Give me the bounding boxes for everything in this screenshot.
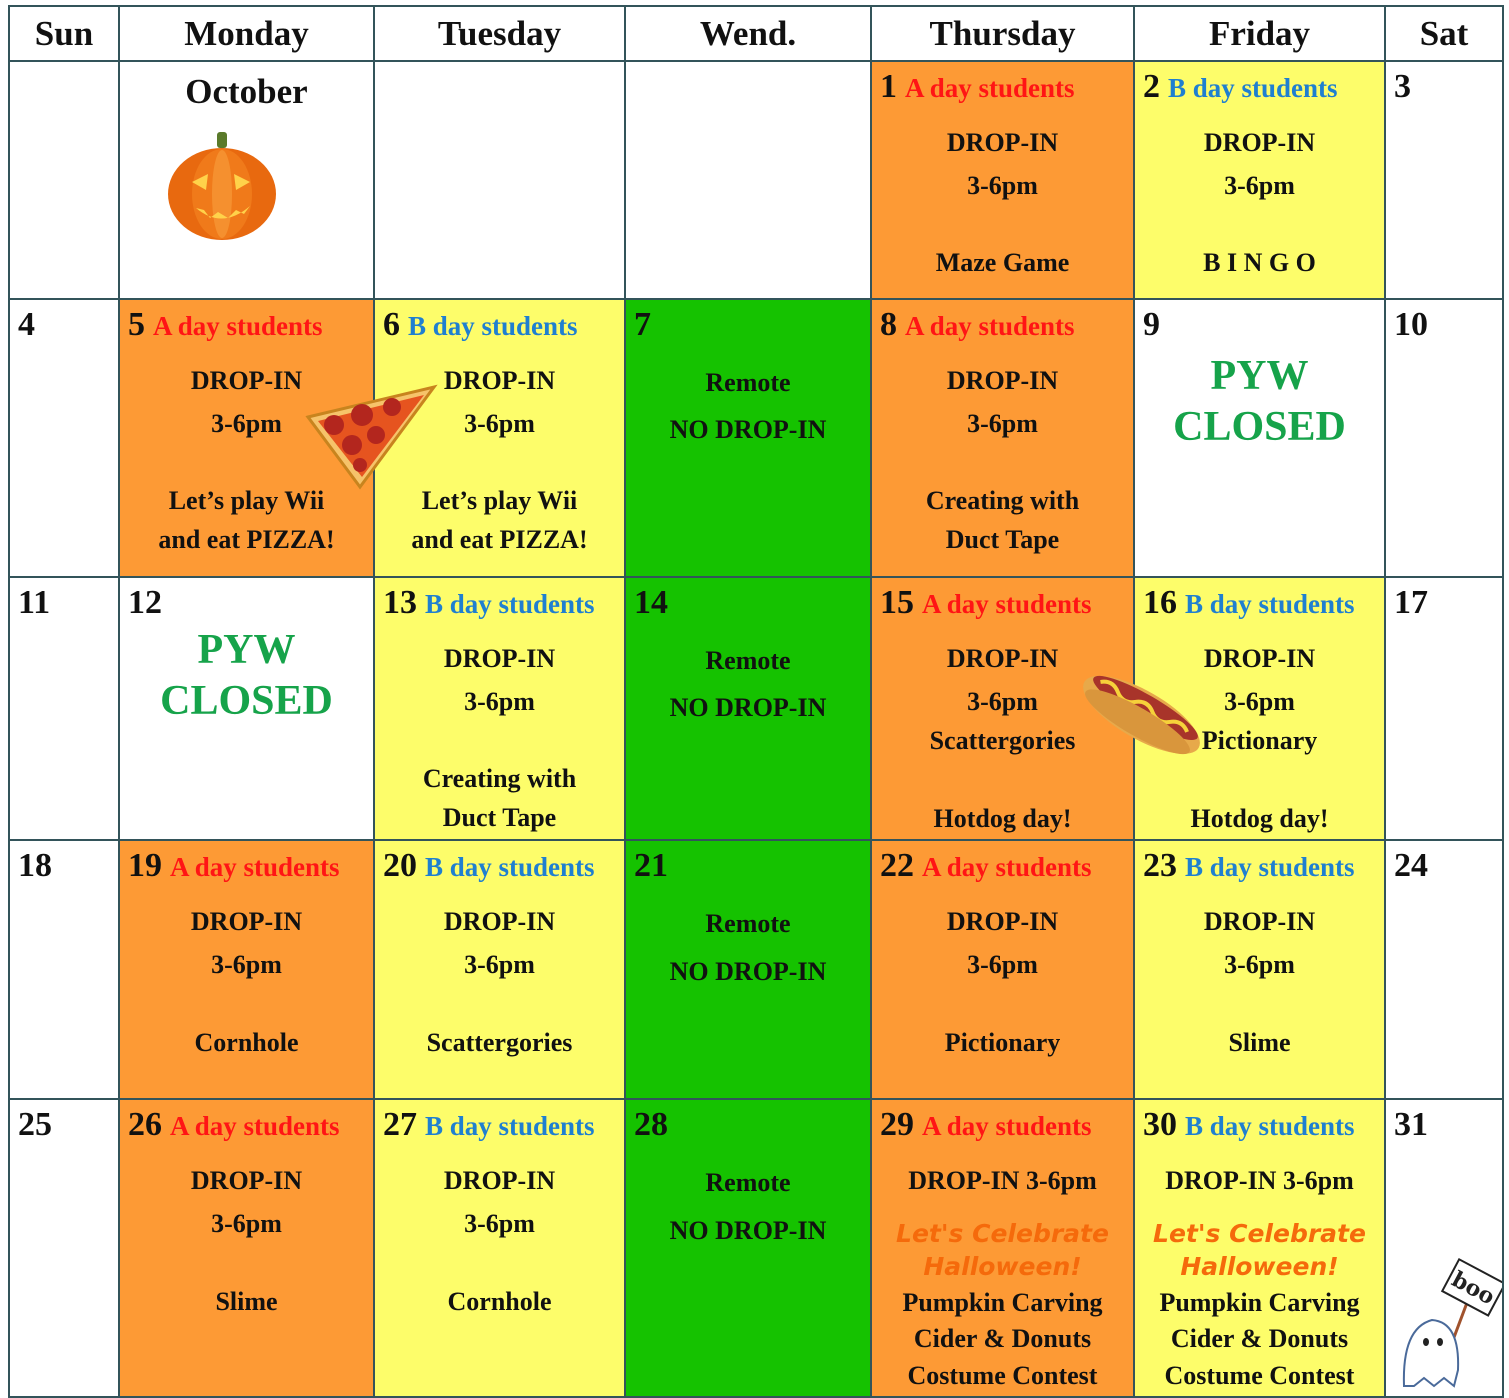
celebrate-label: Let's Celebrate xyxy=(896,1219,1109,1248)
b-day-label: B day students xyxy=(408,311,578,341)
pyw-label: PYW xyxy=(197,627,296,673)
activity-label: Let’s play Wii xyxy=(168,486,325,515)
hours-label: 3-6pm xyxy=(967,409,1038,438)
header-thursday xyxy=(870,5,1135,62)
b-day-label: B day students xyxy=(1168,73,1338,103)
day-number: 3 xyxy=(1394,68,1411,105)
day-number: 20 xyxy=(383,847,417,884)
header-sat xyxy=(1384,5,1504,62)
day-cell-18 xyxy=(8,839,120,1100)
day-number: 8 xyxy=(880,306,897,343)
drop-in-label: DROP-IN xyxy=(946,128,1059,157)
drop-in-label: DROP-IN xyxy=(1203,128,1316,157)
day-cell-3 xyxy=(1384,60,1504,300)
drop-in-label: DROP-IN xyxy=(946,644,1059,673)
drop-in-label: DROP-IN xyxy=(443,366,556,395)
day-cell-12 xyxy=(118,576,375,841)
day-number: 24 xyxy=(1394,847,1428,884)
activity-label: Cider & Donuts xyxy=(1170,1324,1349,1353)
day-cell-31 xyxy=(1384,1098,1504,1398)
hours-label: 3-6pm xyxy=(464,950,535,979)
day-number: 22 xyxy=(880,847,914,884)
day-number: 12 xyxy=(128,584,162,621)
day-cell-23 xyxy=(1133,839,1386,1100)
b-day-label: B day students xyxy=(425,852,595,882)
a-day-label: A day students xyxy=(153,311,323,341)
no-drop-in-label: NO DROP-IN xyxy=(669,693,827,722)
b-day-label: B day students xyxy=(1185,1111,1355,1141)
day-number: 5 xyxy=(128,306,145,343)
day-number: 10 xyxy=(1394,306,1428,343)
header-friday xyxy=(1133,5,1386,62)
day-cell-19 xyxy=(118,839,375,1100)
no-drop-in-label: NO DROP-IN xyxy=(669,415,827,444)
day-number: 17 xyxy=(1394,584,1428,621)
day-cell-22 xyxy=(870,839,1135,1100)
day-cell-25 xyxy=(8,1098,120,1398)
day-number: 18 xyxy=(18,847,52,884)
activity-label: Slime xyxy=(215,1287,278,1316)
b-day-label: B day students xyxy=(1185,852,1355,882)
drop-in-label: DROP-IN xyxy=(190,1166,303,1195)
drop-in-label: DROP-IN xyxy=(190,907,303,936)
day-number: 7 xyxy=(634,306,651,343)
day-cell-empty xyxy=(8,60,120,300)
drop-in-hours-label: DROP-IN 3-6pm xyxy=(1165,1166,1354,1195)
closed-label: CLOSED xyxy=(160,678,333,724)
day-cell-8 xyxy=(870,298,1135,578)
pyw-label: PYW xyxy=(1210,353,1309,399)
drop-in-label: DROP-IN xyxy=(1203,907,1316,936)
hours-label: 3-6pm xyxy=(211,950,282,979)
activity-label: and eat PIZZA! xyxy=(158,525,335,554)
day-cell-17 xyxy=(1384,576,1504,841)
header-monday xyxy=(118,5,375,62)
header-label: Sat xyxy=(1419,13,1469,53)
day-number: 26 xyxy=(128,1106,162,1143)
a-day-label: A day students xyxy=(905,73,1075,103)
hours-label: 3-6pm xyxy=(464,1209,535,1238)
header-wednesday xyxy=(624,5,872,62)
header-sun xyxy=(8,5,120,62)
a-day-label: A day students xyxy=(170,1111,340,1141)
day-number: 29 xyxy=(880,1106,914,1143)
header-label: Thursday xyxy=(929,13,1076,53)
a-day-label: A day students xyxy=(922,852,1092,882)
activity-label: Let’s play Wii xyxy=(421,486,578,515)
hours-label: 3-6pm xyxy=(967,687,1038,716)
drop-in-label: DROP-IN xyxy=(946,366,1059,395)
activity-label: Hotdog day! xyxy=(1190,804,1329,833)
header-label: Friday xyxy=(1208,13,1311,53)
hours-label: 3-6pm xyxy=(464,687,535,716)
remote-label: Remote xyxy=(705,368,791,397)
drop-in-label: DROP-IN xyxy=(946,907,1059,936)
activity-label: Costume Contest xyxy=(907,1361,1098,1390)
day-cell-28 xyxy=(624,1098,872,1398)
hours-label: 3-6pm xyxy=(211,1209,282,1238)
hours-label: 3-6pm xyxy=(211,409,282,438)
activity-label: Scattergories xyxy=(426,1028,573,1057)
day-cell-empty xyxy=(373,60,626,300)
activity-label: Pictionary xyxy=(1201,726,1318,755)
a-day-label: A day students xyxy=(905,311,1075,341)
day-cell-10 xyxy=(1384,298,1504,578)
day-cell-14 xyxy=(624,576,872,841)
b-day-label: B day students xyxy=(425,589,595,619)
day-cell-29 xyxy=(870,1098,1135,1398)
header-label: Sun xyxy=(34,13,94,53)
day-cell-month xyxy=(118,60,375,300)
closed-label: CLOSED xyxy=(1173,404,1346,450)
b-day-label: B day students xyxy=(425,1111,595,1141)
ghost-boo-icon xyxy=(1398,1250,1502,1390)
header-label: Monday xyxy=(184,13,309,53)
drop-in-label: DROP-IN xyxy=(1203,644,1316,673)
day-cell-2 xyxy=(1133,60,1386,300)
remote-label: Remote xyxy=(705,1168,791,1197)
day-number: 21 xyxy=(634,847,668,884)
boo-sign-text: boo xyxy=(1447,1266,1500,1311)
celebrate-label: Let's Celebrate xyxy=(1153,1219,1366,1248)
day-cell-11 xyxy=(8,576,120,841)
header-label: Tuesday xyxy=(437,13,562,53)
hours-label: 3-6pm xyxy=(1224,171,1295,200)
activity-label: Pumpkin Carving xyxy=(902,1288,1103,1317)
month-title: October xyxy=(185,72,308,111)
day-number: 2 xyxy=(1143,68,1160,105)
day-cell-20 xyxy=(373,839,626,1100)
day-number: 9 xyxy=(1143,306,1160,343)
drop-in-label: DROP-IN xyxy=(443,907,556,936)
pumpkin-icon xyxy=(164,130,280,242)
activity-label: B I N G O xyxy=(1203,248,1316,277)
october-calendar xyxy=(8,5,1504,1391)
day-number: 31 xyxy=(1394,1106,1428,1143)
day-cell-empty xyxy=(624,60,872,300)
drop-in-hours-label: DROP-IN 3-6pm xyxy=(908,1166,1097,1195)
hours-label: 3-6pm xyxy=(967,950,1038,979)
day-cell-13 xyxy=(373,576,626,841)
activity-label: Hotdog day! xyxy=(933,804,1072,833)
day-cell-24 xyxy=(1384,839,1504,1100)
activity-label: Costume Contest xyxy=(1164,1361,1355,1390)
activity-label: Duct Tape xyxy=(442,803,557,832)
day-number: 1 xyxy=(880,68,897,105)
remote-label: Remote xyxy=(705,909,791,938)
activity-label: Slime xyxy=(1228,1028,1291,1057)
day-cell-1 xyxy=(870,60,1135,300)
day-cell-21 xyxy=(624,839,872,1100)
hours-label: 3-6pm xyxy=(1224,687,1295,716)
remote-label: Remote xyxy=(705,646,791,675)
day-number: 11 xyxy=(18,584,51,621)
activity-label: Maze Game xyxy=(935,248,1070,277)
day-number: 15 xyxy=(880,584,914,621)
hours-label: 3-6pm xyxy=(1224,950,1295,979)
activity-label: Cider & Donuts xyxy=(913,1324,1092,1353)
hours-label: 3-6pm xyxy=(464,409,535,438)
activity-label: Pumpkin Carving xyxy=(1159,1288,1360,1317)
activity-label: Duct Tape xyxy=(945,525,1060,554)
activity-label: Cornhole xyxy=(447,1287,552,1316)
header-tuesday xyxy=(373,5,626,62)
activity-label: Creating with xyxy=(925,486,1080,515)
day-number: 23 xyxy=(1143,847,1177,884)
activity-label: Cornhole xyxy=(194,1028,299,1057)
activity-label: Creating with xyxy=(422,764,577,793)
day-cell-4 xyxy=(8,298,120,578)
day-number: 25 xyxy=(18,1106,52,1143)
a-day-label: A day students xyxy=(170,852,340,882)
activity-label: Pictionary xyxy=(944,1028,1061,1057)
day-number: 4 xyxy=(18,306,35,343)
halloween-label: Halloween! xyxy=(1180,1252,1339,1281)
halloween-label: Halloween! xyxy=(923,1252,1082,1281)
b-day-label: B day students xyxy=(1185,589,1355,619)
day-cell-30 xyxy=(1133,1098,1386,1398)
day-cell-27 xyxy=(373,1098,626,1398)
day-cell-26 xyxy=(118,1098,375,1398)
a-day-label: A day students xyxy=(922,1111,1092,1141)
day-number: 14 xyxy=(634,584,668,621)
hotdog-icon xyxy=(1072,663,1212,765)
hours-label: 3-6pm xyxy=(967,171,1038,200)
day-number: 28 xyxy=(634,1106,668,1143)
pizza-icon xyxy=(304,383,440,491)
day-cell-9 xyxy=(1133,298,1386,578)
drop-in-label: DROP-IN xyxy=(190,366,303,395)
day-number: 30 xyxy=(1143,1106,1177,1143)
drop-in-label: DROP-IN xyxy=(443,1166,556,1195)
day-number: 16 xyxy=(1143,584,1177,621)
drop-in-label: DROP-IN xyxy=(443,644,556,673)
day-number: 27 xyxy=(383,1106,417,1143)
activity-label: Scattergories xyxy=(929,726,1076,755)
day-number: 6 xyxy=(383,306,400,343)
no-drop-in-label: NO DROP-IN xyxy=(669,1216,827,1245)
a-day-label: A day students xyxy=(922,589,1092,619)
header-label: Wend. xyxy=(699,13,797,53)
activity-label: and eat PIZZA! xyxy=(411,525,588,554)
day-cell-7 xyxy=(624,298,872,578)
day-number: 13 xyxy=(383,584,417,621)
no-drop-in-label: NO DROP-IN xyxy=(669,957,827,986)
day-number: 19 xyxy=(128,847,162,884)
